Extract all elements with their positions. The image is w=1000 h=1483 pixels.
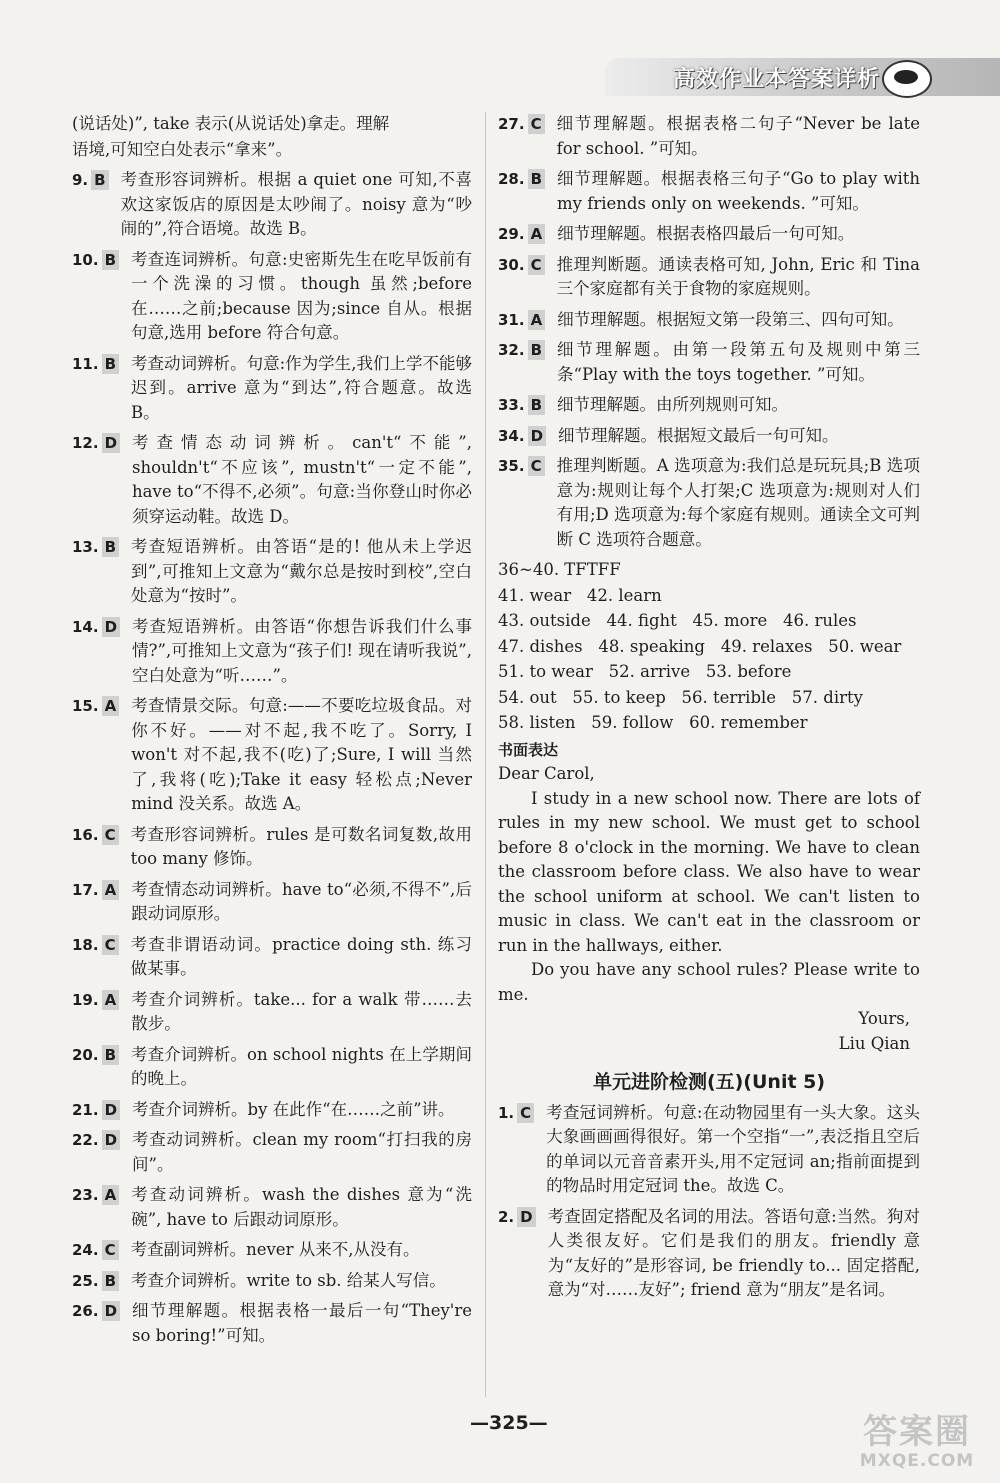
answer-item <box>72 823 472 872</box>
explanation-text: 细节理解题。根据表格一最后一句“They're so boring!”可知。 <box>132 1301 472 1345</box>
answer-item <box>498 222 920 247</box>
question-number: 33. <box>498 396 525 414</box>
question-number: 9. <box>72 171 89 189</box>
column-divider <box>485 112 486 1397</box>
answer-choice: B <box>102 354 119 374</box>
intro-line: 语境,可知空白处表示“拿来”。 <box>72 139 293 159</box>
question-number: 11. <box>72 354 99 373</box>
watermark-logo <box>842 1413 992 1475</box>
answer-choice: B <box>102 1045 119 1065</box>
watermark-url: MXQE.COM <box>859 1451 975 1471</box>
answer-choice: B <box>528 395 545 415</box>
answer-item <box>72 1238 472 1263</box>
page-number: —325— <box>470 1412 548 1434</box>
question-number: 19. <box>72 990 99 1009</box>
answer-line: 51. to wear 52. arrive 53. before <box>498 662 792 681</box>
question-number: 24. <box>72 1241 99 1259</box>
answer-line: 43. outside 44. fight 45. more 46. rules <box>498 611 857 630</box>
answer-choice: A <box>102 990 120 1010</box>
question-number: 12. <box>72 434 99 452</box>
answer-item <box>72 615 472 689</box>
answer-choice: C <box>102 935 119 955</box>
question-number: 15. <box>72 697 99 715</box>
explanation-text: 考查副词辨析。never 从来不,从没有。 <box>130 1240 420 1259</box>
question-number: 10. <box>72 250 99 269</box>
answer-choice: D <box>517 1207 535 1227</box>
explanation-text: 考查固定搭配及名词的用法。答语句意:当然。狗对人类很友好。它们是我们的朋友。friendly 意为“友好的”是形容词, be friendly to... 固定搭配,意为“对……友好”; friend 意为“朋友”是名词。 <box>547 1206 920 1299</box>
explanation-text: 细节理解题。根据短文最后一句可知。 <box>558 425 839 445</box>
question-number: 18. <box>72 935 99 954</box>
answer-choice: C <box>528 114 545 134</box>
explanation-text: 考查形容词辨析。rules 是可数名词复数,故用 too many 修饰。 <box>130 824 472 868</box>
header-title: 高效作业本答案详析 <box>672 67 880 92</box>
answer-item <box>72 1299 472 1348</box>
left-column <box>72 112 472 1354</box>
answer-choice: D <box>528 426 546 446</box>
explanation-text: 考查介词辨析。on school nights 在上学期间的晚上。 <box>131 1044 472 1088</box>
answer-item <box>72 1128 472 1177</box>
question-number: 14. <box>72 617 99 636</box>
answer-line: 36~40. TFTFF <box>498 560 621 579</box>
explanation-text: 细节理解题。由所列规则可知。 <box>557 395 789 414</box>
left-answer-list <box>72 168 472 1348</box>
letter-closing: Yours, <box>858 1009 910 1028</box>
answer-item <box>498 253 920 302</box>
answer-item <box>498 112 920 161</box>
answer-item <box>72 168 472 242</box>
question-number: 21. <box>72 1100 99 1119</box>
answer-line: 58. listen 59. follow 60. remember <box>498 713 808 732</box>
book-logo-icon <box>882 60 932 98</box>
explanation-text: 细节理解题。根据短文第一段第三、四句可知。 <box>557 309 904 329</box>
explanation-text: 细节理解题。根据表格二句子“Never be late for school. ”可知。 <box>556 114 920 158</box>
question-number: 28. <box>498 170 525 188</box>
answer-choice: D <box>102 1130 120 1150</box>
letter-paragraph: Do you have any school rules? Please write to me. <box>498 960 920 1004</box>
answer-choice: C <box>517 1103 534 1123</box>
explanation-text: 考查介词辨析。take... for a walk 带……去散步。 <box>131 989 472 1033</box>
answer-item <box>72 248 472 346</box>
explanation-text: 考查冠词辨析。句意:在动物园里有一头大象。这头大象画画画得很好。第一个空指“一”,表泛指且空后的单词以元音音素开头,用不定冠词 an;指前面提到的物品时用定冠词 the。故选 C。 <box>546 1102 920 1195</box>
watermark-text: 答案圈 <box>863 1412 971 1452</box>
question-number: 34. <box>498 426 525 445</box>
answer-choice: A <box>102 880 120 900</box>
explanation-text: 细节理解题。由第一段第五句及规则中第三条“Play with the toys together. ”可知。 <box>557 340 920 384</box>
question-number: 20. <box>72 1045 99 1064</box>
question-number: 30. <box>498 255 525 274</box>
answer-item <box>498 424 920 449</box>
explanation-text: 细节理解题。根据表格四最后一句可知。 <box>557 224 855 243</box>
answer-choice: D <box>102 1301 120 1321</box>
answer-item <box>72 1043 472 1092</box>
explanation-text: 考查动词辨析。句意:作为学生,我们上学不能够迟到。arrive 意为“到达”,符合题意。故选 B。 <box>131 353 472 422</box>
question-number: 26. <box>72 1302 99 1320</box>
answer-choice: C <box>528 255 545 275</box>
explanation-text: 考查非谓语动词。practice doing sth. 练习做某事。 <box>130 934 472 978</box>
answer-line: 54. out 55. to keep 56. terrible 57. dirty <box>498 687 863 707</box>
answer-choice: C <box>528 456 545 476</box>
answer-item <box>72 988 472 1037</box>
answer-item <box>72 694 472 817</box>
answer-choice: B <box>528 340 545 360</box>
answer-item <box>72 1269 472 1294</box>
answer-choice: B <box>528 169 545 189</box>
intro-line: (说话处)”, take 表示(从说话处)拿走。理解 <box>72 114 390 133</box>
answer-choice: B <box>102 250 119 270</box>
explanation-text: 考查动词辨析。wash the dishes 意为“洗碗”, have to 后跟动词原形。 <box>131 1185 472 1229</box>
question-number: 17. <box>72 880 99 899</box>
answer-choice: A <box>528 310 546 330</box>
explanation-text: 推理判断题。A 选项意为:我们总是玩玩具;B 选项意为:规则让每个人打架;C 选项意为:规则对人们有用;D 选项意为:每个家庭有规则。通读全文可判断 C 选项符合题意。 <box>556 456 920 549</box>
explanation-text: 考查短语辨析。由答语“是的! 他从未上学迟到”,可推知上文意为“戴尔总是按时到校”,空白处意为“按时”。 <box>131 537 472 605</box>
explanation-text: 考查介词辨析。by 在此作“在……之前”讲。 <box>132 1099 455 1119</box>
explanation-text: 考查动词辨析。clean my room“打扫我的房间”。 <box>132 1130 472 1174</box>
answer-choice: B <box>91 170 108 190</box>
explanation-text: 考查情景交际。句意:——不要吃垃圾食品。对你不好。——对不起,我不吃了。Sorry, I won't 对不起,我不(吃)了;Sure, I will 当然了,我将(吃);Take it easy 轻松点;Never mind 没关系。故选 A。 <box>131 696 472 813</box>
question-number: 16. <box>72 825 99 844</box>
answer-choice: C <box>102 1240 119 1260</box>
writing-label: 书面表达 <box>498 740 559 759</box>
answer-item <box>498 1205 920 1303</box>
answer-item <box>72 1098 472 1123</box>
answer-choice: B <box>102 537 119 557</box>
answer-choice: A <box>528 224 546 244</box>
answer-choice: B <box>102 1271 119 1291</box>
explanation-text: 细节理解题。根据表格三句子“Go to play with my friends only on weekends. ”可知。 <box>557 169 920 213</box>
letter-signature: Liu Qian <box>838 1033 910 1053</box>
answer-choice: A <box>102 1185 120 1205</box>
answer-item <box>498 393 920 418</box>
sample-letter <box>498 762 920 1056</box>
unit-title: 单元进阶检测(五)(Unit 5) <box>592 1071 826 1093</box>
answer-item <box>72 431 472 529</box>
question-number: 29. <box>498 225 525 243</box>
answer-item <box>498 454 920 552</box>
answer-choice: D <box>102 617 120 637</box>
question-number: 13. <box>72 538 99 556</box>
explanation-text: 考查情态动词辨析。can't“不能”, shouldn't“不应该”, mustn't“一定不能”, have to“不得不,必须”。句意:当你登山时你必须穿运动鞋。故选 D。 <box>132 433 472 526</box>
answer-item <box>72 352 472 426</box>
unit-answer-list <box>498 1101 920 1303</box>
question-number: 27. <box>498 115 525 133</box>
question-number: 31. <box>498 310 525 329</box>
letter-paragraph: I study in a new school now. There are lots of rules in my new school. We must get to school before 8 o'clock in the morning. We have to clean the classroom before class. We also have to wear the school uniform at school. We can't listen to music in class. We can't eat in the classroom or run in the hallways, either. <box>498 788 920 955</box>
question-number: 22. <box>72 1131 99 1149</box>
explanation-text: 考查短语辨析。由答语“你想告诉我们什么事情?”,可推知上文意为“孩子们! 现在请听我说”,空白处意为“听……”。 <box>132 616 472 685</box>
answer-choice: D <box>102 433 120 453</box>
answer-choice: C <box>102 825 119 845</box>
answer-item <box>498 1101 920 1199</box>
right-answer-list <box>498 112 920 552</box>
answer-line: 41. wear 42. learn <box>498 585 662 605</box>
answer-item <box>72 535 472 609</box>
explanation-text: 考查连词辨析。句意:史密斯先生在吃早饭前有一个洗澡的习惯。though 虽然;before 在……之前;because 因为;since 自从。根据句意,选用 before 符合句意。 <box>131 249 472 342</box>
question-number: 25. <box>72 1271 99 1290</box>
answer-line: 47. dishes 48. speaking 49. relaxes 50. wear <box>498 636 902 656</box>
letter-greeting: Dear Carol, <box>498 764 595 783</box>
explanation-text: 推理判断题。通读表格可知, John, Eric 和 Tina 三个家庭都有关于食物的家庭规则。 <box>556 254 920 298</box>
answer-choice: A <box>102 696 120 716</box>
right-column <box>498 112 920 1309</box>
question-number: 35. <box>498 457 525 475</box>
answer-item <box>498 167 920 216</box>
answer-item <box>72 933 472 982</box>
question-number: 2. <box>498 1207 515 1226</box>
explanation-text: 考查形容词辨析。根据 a quiet one 可知,不喜欢这家饭店的原因是太吵闹了。noisy 意为“吵闹的”,符合语境。故选 B。 <box>120 170 472 238</box>
answer-choice: D <box>102 1100 120 1120</box>
answer-item <box>498 308 920 333</box>
answer-item <box>498 338 920 387</box>
question-number: 23. <box>72 1186 99 1204</box>
question-number: 32. <box>498 341 525 359</box>
answer-item <box>72 1183 472 1232</box>
answer-item <box>72 878 472 927</box>
short-answer-list <box>498 558 920 736</box>
question-number: 1. <box>498 1103 515 1122</box>
explanation-text: 考查情态动词辨析。have to“必须,不得不”,后跟动词原形。 <box>131 879 472 923</box>
explanation-text: 考查介词辨析。write to sb. 给某人写信。 <box>131 1270 446 1290</box>
